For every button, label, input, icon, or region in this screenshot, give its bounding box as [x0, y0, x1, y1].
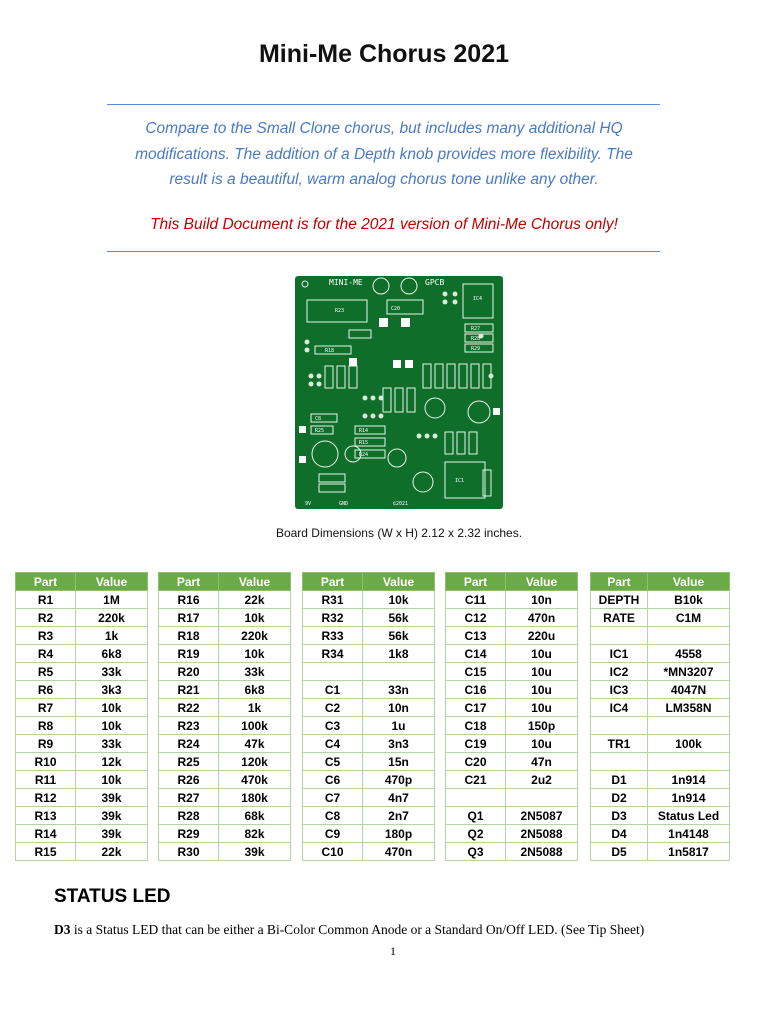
value-cell: 1k8 [363, 645, 435, 663]
table-row [591, 735, 730, 753]
table-row [16, 645, 148, 663]
part-header: Part [591, 573, 648, 591]
parts-table [302, 572, 435, 861]
part-cell: DEPTH [591, 591, 648, 609]
table-row [303, 663, 435, 681]
value-cell: 220k [219, 627, 291, 645]
pcb-label: R23 [335, 308, 345, 314]
table-row [591, 609, 730, 627]
part-cell: Q3 [446, 843, 506, 861]
table-row [446, 753, 578, 771]
table-row [303, 717, 435, 735]
value-cell: 3n3 [363, 735, 435, 753]
value-cell: 4n7 [363, 789, 435, 807]
value-cell: 220k [76, 609, 148, 627]
value-cell: 6k8 [76, 645, 148, 663]
part-cell: IC4 [591, 699, 648, 717]
part-cell: R6 [16, 681, 76, 699]
value-cell: B10k [648, 591, 730, 609]
part-header: Part [16, 573, 76, 591]
part-cell: C13 [446, 627, 506, 645]
table-row [159, 609, 291, 627]
part-cell: D2 [591, 789, 648, 807]
part-cell: R30 [159, 843, 219, 861]
part-cell: R14 [16, 825, 76, 843]
part-cell [446, 789, 506, 807]
pcb-board-image [295, 276, 503, 509]
part-cell: R8 [16, 717, 76, 735]
pcb-label: 9V [305, 501, 312, 507]
table-row [591, 843, 730, 861]
table-row [591, 681, 730, 699]
part-cell: R18 [159, 627, 219, 645]
value-cell: 10u [506, 735, 578, 753]
part-cell: R28 [159, 807, 219, 825]
table-row [16, 771, 148, 789]
value-cell: 39k [76, 825, 148, 843]
part-cell: R20 [159, 663, 219, 681]
part-cell: R27 [159, 789, 219, 807]
value-cell: 10u [506, 645, 578, 663]
status-led-note [54, 922, 644, 938]
pcb-label: IC1 [455, 478, 465, 484]
part-cell: IC3 [591, 681, 648, 699]
part-cell: C9 [303, 825, 363, 843]
table-row [446, 843, 578, 861]
table-row [16, 789, 148, 807]
value-cell: 39k [76, 807, 148, 825]
part-cell: R26 [159, 771, 219, 789]
value-cell: 2N5087 [506, 807, 578, 825]
table-row [159, 789, 291, 807]
table-row [446, 717, 578, 735]
value-cell [648, 627, 730, 645]
table-row [16, 735, 148, 753]
value-cell: 10k [76, 699, 148, 717]
value-cell: 4558 [648, 645, 730, 663]
table-row [303, 609, 435, 627]
part-cell: R33 [303, 627, 363, 645]
part-cell: TR1 [591, 735, 648, 753]
part-cell: R3 [16, 627, 76, 645]
table-row [16, 843, 148, 861]
part-cell: R23 [159, 717, 219, 735]
value-cell: 150p [506, 717, 578, 735]
part-cell: R17 [159, 609, 219, 627]
part-cell [591, 627, 648, 645]
value-cell: 47k [219, 735, 291, 753]
table-row [159, 825, 291, 843]
table-row [446, 627, 578, 645]
value-cell: 4047N [648, 681, 730, 699]
version-warning: This Build Document is for the 2021 version of Mini-Me Chorus only! [150, 216, 618, 233]
parts-table [158, 572, 291, 861]
table-row [16, 627, 148, 645]
value-cell: 470k [219, 771, 291, 789]
part-cell: RATE [591, 609, 648, 627]
table-row [16, 807, 148, 825]
value-cell: *MN3207 [648, 663, 730, 681]
part-cell: IC1 [591, 645, 648, 663]
pcb-label: R29 [471, 346, 481, 352]
value-cell: 2u2 [506, 771, 578, 789]
table-row [303, 645, 435, 663]
part-cell: R9 [16, 735, 76, 753]
value-cell: 6k8 [219, 681, 291, 699]
part-cell: R29 [159, 825, 219, 843]
value-cell: 10n [363, 699, 435, 717]
table-row [159, 843, 291, 861]
table-row [446, 681, 578, 699]
part-cell: D1 [591, 771, 648, 789]
value-header: Value [76, 573, 148, 591]
part-cell: R12 [16, 789, 76, 807]
value-cell: 1k [219, 699, 291, 717]
part-cell: C21 [446, 771, 506, 789]
value-cell: 33n [363, 681, 435, 699]
value-cell: 220u [506, 627, 578, 645]
table-row [303, 843, 435, 861]
part-cell: C11 [446, 591, 506, 609]
part-cell: C17 [446, 699, 506, 717]
status-note-part: D3 [54, 922, 71, 937]
table-row [159, 663, 291, 681]
table-row [16, 825, 148, 843]
value-cell: 33k [76, 663, 148, 681]
table-row [159, 807, 291, 825]
value-header: Value [219, 573, 291, 591]
part-cell: C5 [303, 753, 363, 771]
value-cell: 10u [506, 681, 578, 699]
value-cell: 12k [76, 753, 148, 771]
table-row [591, 807, 730, 825]
table-row [16, 753, 148, 771]
table-row [591, 627, 730, 645]
value-cell [363, 663, 435, 681]
table-row [591, 699, 730, 717]
table-row [446, 825, 578, 843]
part-header: Part [303, 573, 363, 591]
value-cell: 2N5088 [506, 825, 578, 843]
part-header: Part [159, 573, 219, 591]
intro-line: modifications. The addition of a Depth knob provides more flexibility. The [135, 145, 633, 163]
table-row [159, 717, 291, 735]
page-number: 1 [390, 944, 396, 958]
pcb-label: GND [339, 501, 349, 507]
parts-table [15, 572, 148, 861]
table-row [159, 627, 291, 645]
part-cell: R16 [159, 591, 219, 609]
pcb-label: R18 [325, 348, 335, 354]
table-row [303, 807, 435, 825]
value-cell: 15n [363, 753, 435, 771]
pcb-label: R14 [359, 428, 369, 434]
part-cell: C10 [303, 843, 363, 861]
value-cell: 10k [76, 771, 148, 789]
table-row [159, 681, 291, 699]
table-row [446, 699, 578, 717]
table-row [446, 591, 578, 609]
part-cell: R19 [159, 645, 219, 663]
part-cell: R10 [16, 753, 76, 771]
part-cell [591, 753, 648, 771]
part-cell: C18 [446, 717, 506, 735]
value-cell: 56k [363, 627, 435, 645]
pcb-label: R24 [359, 452, 369, 458]
value-cell: 1M [76, 591, 148, 609]
part-cell: C14 [446, 645, 506, 663]
table-row [446, 789, 578, 807]
part-cell: R21 [159, 681, 219, 699]
table-row [159, 591, 291, 609]
part-cell: C15 [446, 663, 506, 681]
value-cell: 3k3 [76, 681, 148, 699]
value-cell: 10k [363, 591, 435, 609]
value-cell: 180p [363, 825, 435, 843]
table-row [159, 753, 291, 771]
table-row [591, 591, 730, 609]
part-cell: R22 [159, 699, 219, 717]
table-row [303, 735, 435, 753]
parts-table [445, 572, 578, 861]
value-cell: 470n [506, 609, 578, 627]
pcb-label: C8 [315, 416, 322, 422]
value-cell: 10k [76, 717, 148, 735]
value-cell: 10u [506, 699, 578, 717]
part-cell: R34 [303, 645, 363, 663]
value-cell: 1u [363, 717, 435, 735]
value-cell: 1k [76, 627, 148, 645]
table-row [446, 663, 578, 681]
pcb-label: R15 [359, 440, 369, 446]
intro-line: result is a beautiful, warm analog chorus tone unlike any other. [169, 171, 599, 188]
status-note-text: is a Status LED that can be either a Bi-Color Common Anode or a Standard On/Off LED. (See Tip Sheet) [70, 922, 645, 937]
value-cell: LM358N [648, 699, 730, 717]
pcb-label: R27 [471, 326, 481, 332]
table-row [591, 789, 730, 807]
value-header: Value [506, 573, 578, 591]
part-cell: R13 [16, 807, 76, 825]
table-row [446, 771, 578, 789]
value-cell: 68k [219, 807, 291, 825]
part-cell: C8 [303, 807, 363, 825]
table-row [303, 789, 435, 807]
table-row [159, 645, 291, 663]
table-row [303, 627, 435, 645]
table-row [303, 591, 435, 609]
value-cell: C1M [648, 609, 730, 627]
bottom-divider [107, 251, 660, 252]
value-cell: 100k [648, 735, 730, 753]
value-cell: 1n914 [648, 789, 730, 807]
table-row [159, 735, 291, 753]
table-row [16, 663, 148, 681]
part-cell: R32 [303, 609, 363, 627]
value-cell: 56k [363, 609, 435, 627]
part-header: Part [446, 573, 506, 591]
pcb-label: R28 [471, 336, 481, 342]
pcb-label: ©2021 [393, 501, 409, 507]
pcb-label: MINI-ME [329, 278, 363, 287]
part-cell: R2 [16, 609, 76, 627]
part-cell: C7 [303, 789, 363, 807]
page-title: Mini-Me Chorus 2021 [258, 40, 510, 68]
part-cell: Q2 [446, 825, 506, 843]
part-cell: C2 [303, 699, 363, 717]
board-dimensions-caption: Board Dimensions (W x H) 2.12 x 2.32 inches. [275, 526, 523, 540]
value-cell: 10n [506, 591, 578, 609]
table-row [591, 663, 730, 681]
value-header: Value [363, 573, 435, 591]
table-row [591, 645, 730, 663]
value-cell: 180k [219, 789, 291, 807]
table-row [591, 717, 730, 735]
part-cell: R15 [16, 843, 76, 861]
value-cell: 10k [219, 609, 291, 627]
pcb-label: C20 [391, 306, 401, 312]
part-cell: R4 [16, 645, 76, 663]
table-row [303, 681, 435, 699]
section-heading: STATUS LED [54, 886, 171, 907]
table-row [303, 699, 435, 717]
part-cell: D4 [591, 825, 648, 843]
top-divider [107, 104, 660, 105]
part-cell: R1 [16, 591, 76, 609]
table-row [446, 645, 578, 663]
table-row [16, 609, 148, 627]
part-cell: IC2 [591, 663, 648, 681]
table-row [303, 753, 435, 771]
value-cell: 10u [506, 663, 578, 681]
value-cell: 47n [506, 753, 578, 771]
table-row [16, 699, 148, 717]
part-cell: C19 [446, 735, 506, 753]
part-cell: C1 [303, 681, 363, 699]
pcb-label: IC4 [473, 296, 483, 302]
value-cell: 22k [76, 843, 148, 861]
value-cell: Status Led [648, 807, 730, 825]
value-cell [506, 789, 578, 807]
value-cell: 1n914 [648, 771, 730, 789]
part-cell: R31 [303, 591, 363, 609]
value-cell: 120k [219, 753, 291, 771]
value-cell: 82k [219, 825, 291, 843]
value-cell [648, 753, 730, 771]
table-row [16, 591, 148, 609]
value-cell: 39k [76, 789, 148, 807]
part-cell: C6 [303, 771, 363, 789]
value-cell: 2N5088 [506, 843, 578, 861]
part-cell: D3 [591, 807, 648, 825]
part-cell: C16 [446, 681, 506, 699]
value-cell: 470p [363, 771, 435, 789]
intro-paragraph [100, 116, 668, 193]
value-cell: 22k [219, 591, 291, 609]
value-cell: 33k [219, 663, 291, 681]
value-cell: 2n7 [363, 807, 435, 825]
part-cell [303, 663, 363, 681]
part-cell: C4 [303, 735, 363, 753]
table-row [159, 771, 291, 789]
table-row [591, 753, 730, 771]
value-cell: 1n4148 [648, 825, 730, 843]
part-cell: C20 [446, 753, 506, 771]
value-cell: 100k [219, 717, 291, 735]
part-cell [591, 717, 648, 735]
part-cell: R11 [16, 771, 76, 789]
value-cell [648, 717, 730, 735]
pcb-label: GPCB [425, 278, 445, 287]
table-row [591, 771, 730, 789]
table-row [16, 681, 148, 699]
part-cell: D5 [591, 843, 648, 861]
part-cell: R7 [16, 699, 76, 717]
table-row [16, 717, 148, 735]
value-cell: 1n5817 [648, 843, 730, 861]
value-header: Value [648, 573, 730, 591]
part-cell: R24 [159, 735, 219, 753]
part-cell: C12 [446, 609, 506, 627]
value-cell: 10k [219, 645, 291, 663]
pcb-label: R25 [315, 428, 325, 434]
table-row [303, 825, 435, 843]
table-row [446, 609, 578, 627]
intro-line: Compare to the Small Clone chorus, but includes many additional HQ [145, 120, 623, 137]
part-cell: C3 [303, 717, 363, 735]
part-cell: R25 [159, 753, 219, 771]
table-row [446, 807, 578, 825]
table-row [446, 735, 578, 753]
value-cell: 39k [219, 843, 291, 861]
part-cell: R5 [16, 663, 76, 681]
value-cell: 470n [363, 843, 435, 861]
parts-table [590, 572, 730, 861]
table-row [591, 825, 730, 843]
table-row [303, 771, 435, 789]
value-cell: 33k [76, 735, 148, 753]
table-row [159, 699, 291, 717]
part-cell: Q1 [446, 807, 506, 825]
